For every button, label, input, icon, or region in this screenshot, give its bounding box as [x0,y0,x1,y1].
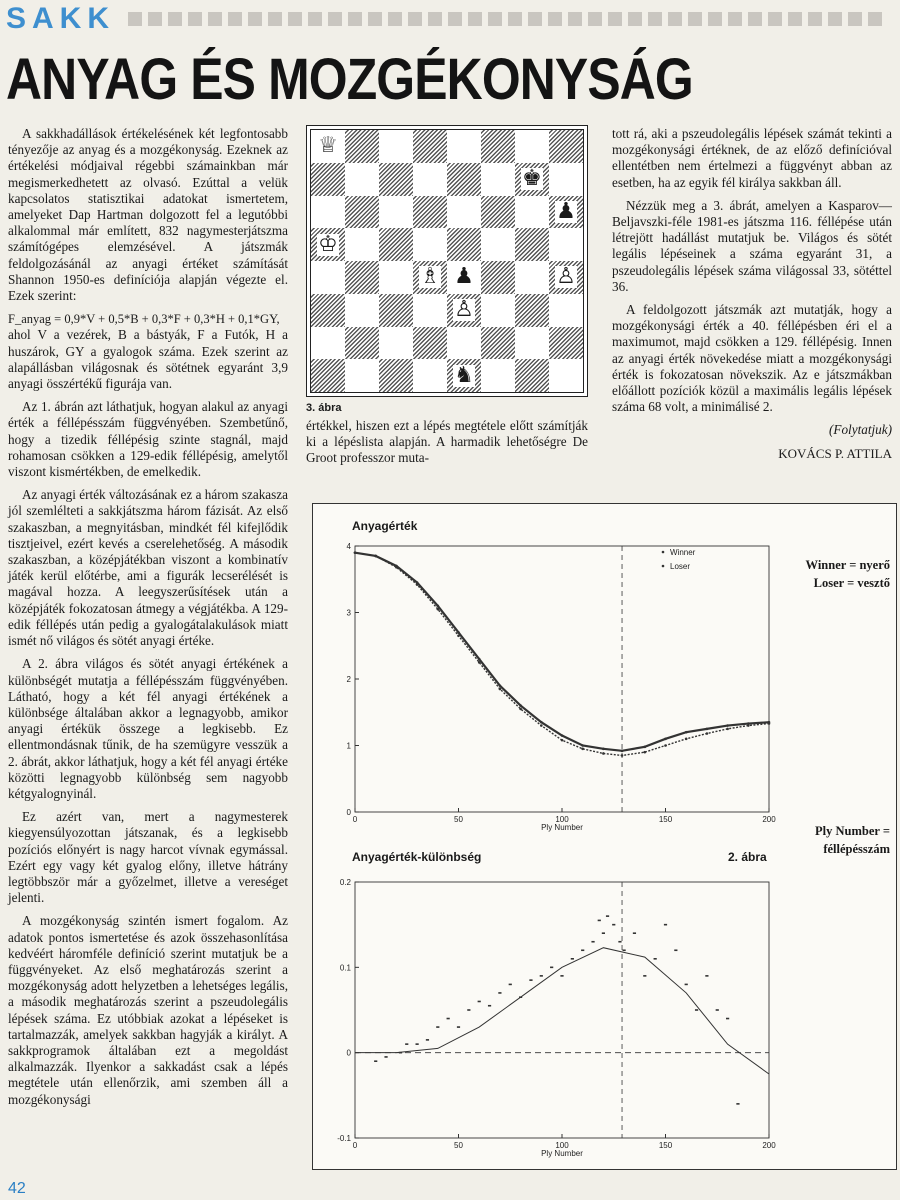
board-square [379,261,413,294]
chess-piece-icon: ♙ [556,264,576,290]
data-point [695,1009,698,1011]
data-point [581,744,584,747]
data-point [457,1026,460,1028]
data-point [540,975,543,977]
data-point [499,688,502,691]
data-point [426,1039,429,1041]
board-square [345,228,379,261]
data-point [674,949,677,951]
board-square [515,228,549,261]
y-tick-label: 0 [346,1048,351,1058]
board-square [345,327,379,360]
chess-piece-icon: ♞ [454,362,474,388]
legend-marker [662,565,665,568]
x-tick-label: 150 [658,815,673,824]
data-point [598,920,601,922]
data-point [705,975,708,977]
board-square [379,294,413,327]
continued-note: (Folytatjuk) [829,422,892,438]
board-grid [310,129,584,393]
board-square [345,196,379,229]
header-stripe [128,12,888,26]
data-point [602,748,605,751]
chess-piece-icon: ♟ [454,264,474,290]
ply-note-line1: Ply Number = [815,824,890,838]
x-tick-label: 100 [555,815,569,824]
board-square [379,327,413,360]
x-tick-label: 50 [454,1141,463,1150]
data-point [540,724,543,727]
chess-piece-icon: ♗ [420,264,440,290]
chart1-title: Anyagérték [352,519,418,533]
data-point [436,1026,439,1028]
column-1 [8,126,288,1115]
paragraph: Az 1. ábrán azt láthatjuk, hogyan alakul az anyagi érték a féllépésszám függvényében. Szembetűnő, hogy a tizedik féllépésig szinte stagnál, majd rohamosan csökken a 129-edik féllépésig, amelytől viszont kismértékben, de emelkedik. [8,399,288,480]
board-square [311,359,345,392]
y-tick-label: 1 [346,741,351,751]
page-number: 42 [8,1180,26,1197]
data-point [736,1103,739,1105]
data-point [768,722,771,725]
paragraph: tott rá, aki a pszeudolegális lépések számát tekinti a mozgékonysági értéknek, de az előző definícióval ellentétben nem értelmezi a függvényt abban az esetben, ha az egyik fél királya sakkban áll. [612,126,892,190]
board-square [447,359,481,392]
chart2-title: Anyagérték-különbség [352,850,482,864]
board-square [379,359,413,392]
loser-note: Loser = vesztő [813,576,890,590]
data-point [664,738,667,741]
board-square [311,196,345,229]
paragraph: Az anyagi érték változásának ez a három szakasza jól szemlélteti a sakkjátszma három fázisát. Az első szakaszban, a megnyitásban, mindkét fél kifejlődik tisztjeivel, ezért kevés a cserelehetőség. A második szakaszban, a középjátékban viszont a kombinatív játék kerül előtérbe, ami a figurák lecserélését is magával hozza. A leegyszerűsítések után a középjáték fokozatosan átmegy a végjátékba. A 129-edik féllépés után pedig a gyalogátalakulások miatt ismét nő világos és sötét anyagi értéke. [8,487,288,649]
board-square [379,130,413,163]
data-point [354,551,357,554]
board-square [379,196,413,229]
board-square [515,163,549,196]
board-square [481,294,515,327]
chess-piece-icon: ♕ [318,133,338,159]
y-tick-label: 0.2 [339,878,351,887]
data-point [747,724,750,727]
board-square [549,327,583,360]
ply-note [776,822,890,858]
data-point [519,704,522,707]
paragraph: Ez azért van, mert a nagymesterek kiegyensúlyozottan játszanak, és a legkisebb pozíciós előnyért is nagy harcot vívnak egymással. Ezért egy vagy két gyalog előny, illetve hátrány legtöbbször már a győzelmet, illetve a vereséget jelenti. [8,809,288,906]
board-square [515,359,549,392]
paragraph: A mozgékonyság szintén ismert fogalom. Az adatok pontos ismertetése és azok összehasonlítása kedvéért háromféle definíció szerint mutatjuk be a függvényeket. Az első meghatározás szerint a mozgékonyság adott helyzetben a lehetséges legális, a második meghatározás szerint a pszeudolegális lépések száma. Ez utóbbiak azokat a lépéseket is tartalmazzák, amelyek sakkban hagyják a királyt. A sakkprogramok általában ezt a megoldást alkalmazzák. Ilyenkor a sakkadást csak a lépés megtétele után ellenőrzik, ami szemben áll a mozgékonysági [8,913,288,1107]
data-point [602,752,605,755]
data-point [478,661,481,664]
data-point [621,754,624,757]
board-square [549,294,583,327]
board-square [481,261,515,294]
data-point [581,949,584,951]
board-square [413,294,447,327]
board-square [549,228,583,261]
board-square [311,261,345,294]
chart2-plot-area [355,882,769,1138]
data-point [540,721,543,724]
data-point [560,975,563,977]
board-square [549,163,583,196]
data-point [633,932,636,934]
paragraph: A sakkhadállások értékelésének két legfontosabb tényezője az anyag és a mozgékonyság. Ezeknek az értékelési módjaival régebbi számainkban már megismerkedhetett az olvasó. Ezúttal a velük kapcsolatos statisztikai adatokat ismertetem, amelyeket Dap Hartman dolgozott fel a legutóbbi alkalommal már említett, 832 nagymesterjátszma számítógépes elemzésével. A játszmák feldolgozásánál az anyagi értéket számítását Shannon 1950-es definíciója alapján végezte el. Ezek szerint: [8,126,288,304]
board-square [413,327,447,360]
data-point [467,1009,470,1011]
chart1-plot-area [355,546,769,812]
board-square [379,228,413,261]
board-square [413,228,447,261]
board-square [481,228,515,261]
data-point [726,1018,729,1020]
paragraph: A 2. ábra világos és sötét anyagi értékének a különbségét mutatja a féllépésszám függvényében. Látható, hogy a két fél anyagi értékének a különbsége általában akkor a legnagyobb, amikor anyagi értékük összege a legkisebb. Ez ellentmondásnak tűnik, de ha szemügyre vesszük a 2. ábrát, akkor láthatjuk, hogy a két fél anyagi értéke közötti legnagyobb különbség sem nagyobb kétgyalognyinál. [8,656,288,801]
data-point [561,739,564,742]
column-2 [306,418,588,474]
data-point [685,738,688,741]
data-point [623,949,626,951]
board-square [413,196,447,229]
legend-label-winner: Winner [670,548,696,557]
data-point [405,1043,408,1045]
board-square [481,163,515,196]
data-point [416,1043,419,1045]
data-point [437,608,440,611]
fit-curve [355,948,769,1074]
paragraph: értékkel, hiszen ezt a lépés megtétele előtt számítják ki a lépéslista alapján. A harmadik lehetőségre De Groot professzor muta- [306,418,588,466]
chess-piece-icon: ♚ [522,166,542,192]
data-point [716,1009,719,1011]
board-square [481,327,515,360]
data-point [499,684,502,687]
formula: F_anyag = 0,9*V + 0,5*B + 0,3*F + 0,3*H + 0,1*GY, [8,312,280,327]
data-point [478,658,481,661]
board-square [447,327,481,360]
data-point [437,605,440,608]
board-square [447,228,481,261]
section-kicker: SAKK [6,2,116,35]
legend-label-loser: Loser [670,562,691,571]
data-point [509,984,512,986]
board-square [447,294,481,327]
data-point [726,728,729,731]
data-point [654,958,657,960]
board-square [481,130,515,163]
data-point [519,708,522,711]
chess-board [306,125,588,397]
ply-note-line2: féllépésszám [823,842,890,856]
data-point [457,634,460,637]
board-square [311,163,345,196]
data-point [395,566,398,569]
x-tick-label: 50 [454,815,463,824]
board-square [379,163,413,196]
winner-note: Winner = nyerő [805,558,890,572]
data-point [447,1018,450,1020]
data-point [644,751,647,754]
board-square [413,261,447,294]
board-square [515,327,549,360]
board-square [413,130,447,163]
data-point [664,924,667,926]
author-signature: KOVÁCS P. ATTILA [778,445,892,461]
data-point [374,555,377,558]
board-square [515,196,549,229]
data-point [685,731,688,734]
x-tick-label: 0 [352,815,358,824]
data-point [643,975,646,977]
data-point [618,941,621,943]
article-title: ANYAG ÉS MOZGÉKONYSÁG [6,47,693,112]
board-square [311,294,345,327]
data-point [591,941,594,943]
board-square [447,163,481,196]
data-point [621,750,624,753]
board-square [447,130,481,163]
y-tick-label: 0.1 [339,963,351,973]
board-square [549,261,583,294]
chart1-x-axis-label: Ply Number [541,823,583,832]
data-point [706,728,709,731]
x-tick-label: 0 [352,1141,358,1150]
board-square [549,196,583,229]
paragraph: A feldolgozott játszmák azt mutatják, hogy a mozgékonysági érték a 40. féllépésben éri el a maximumot, majd csökken a 129. féllépésig. Innen az anyagi érték növekedése miatt a mozgékonysági érték is fokozatosan növekszik. Az e játszmákban előállott pozíciók közül a maximális legális lépések száma 68 volt, a minimálisé 2. [612,302,892,415]
board-square [481,359,515,392]
chess-piece-icon: ♙ [454,297,474,323]
chart2-x-axis-label: Ply Number [541,1149,583,1158]
board-square [345,163,379,196]
data-point [478,1001,481,1003]
data-point [561,734,564,737]
data-point [685,984,688,986]
data-point [644,746,647,749]
column-3 [612,126,892,469]
board-square [311,228,345,261]
figure-3-caption: 3. ábra [306,402,342,414]
data-point [612,924,615,926]
board-square [549,359,583,392]
data-point [664,744,667,747]
data-point [602,932,605,934]
y-tick-label: 4 [346,542,351,551]
data-point [416,583,419,586]
data-point [581,748,584,751]
y-tick-label: 0 [346,808,351,817]
board-square [447,261,481,294]
board-square [515,130,549,163]
board-square [345,261,379,294]
board-square [345,359,379,392]
chess-piece-icon: ♟ [556,198,576,224]
x-tick-label: 200 [762,815,776,824]
y-tick-label: 2 [346,675,351,684]
data-point [457,631,460,634]
data-point [706,732,709,735]
board-square [447,196,481,229]
data-point [488,1005,491,1007]
board-square [549,130,583,163]
data-point [606,915,609,917]
data-point [498,992,501,994]
legend-marker [662,551,665,554]
data-point [529,979,532,981]
board-square [311,327,345,360]
data-point [550,967,553,969]
data-point [726,724,729,727]
chess-piece-icon: ♔ [318,231,338,257]
y-tick-label: -0.1 [337,1134,351,1143]
board-square [345,130,379,163]
board-square [311,130,345,163]
paragraph: Nézzük meg a 3. ábrát, amelyen a Kasparov—Beljavszki-féle 1981-es játszma 116. féllépése után létrejött hadállást mutatjuk be. Világos és sötét legális lépéseinek a száma egyaránt 31, a pszeudolegális lépések száma világossal 33, sötéttel 36. [612,197,892,294]
data-point [519,996,522,998]
board-square [413,163,447,196]
board-square [515,294,549,327]
board-square [345,294,379,327]
winner-legend-note [776,556,890,592]
y-tick-label: 3 [346,608,351,618]
data-point [399,1052,402,1054]
data-point [374,1060,377,1062]
paragraph: ahol V a vezérek, B a bástyák, F a Futók, H a huszárok, GY a gyalogok száma. Ezek szerint az alapállásban világosnak és sötétnek egyaránt 3,9 anyagi összértékű figurája van. [8,327,288,392]
board-square [515,261,549,294]
x-tick-label: 100 [555,1141,569,1150]
x-tick-label: 150 [658,1141,673,1150]
figure-2-label: 2. ábra [728,850,767,864]
data-point [571,958,574,960]
x-tick-label: 200 [762,1141,776,1150]
board-square [413,359,447,392]
board-square [481,196,515,229]
data-point [384,1056,387,1058]
